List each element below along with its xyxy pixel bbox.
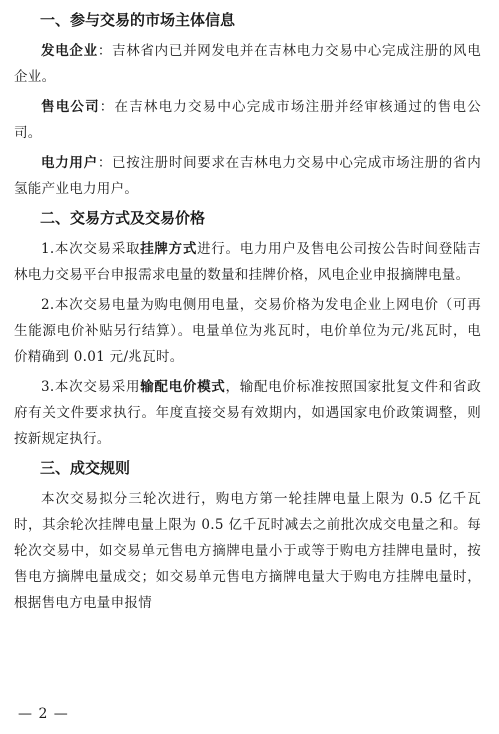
paragraph-2-1 <box>14 236 481 288</box>
paragraph-retailer <box>14 94 481 146</box>
page-number: — 2 — <box>18 706 69 722</box>
term-generator: 发电企业 <box>41 43 98 59</box>
term-retailer: 售电公司 <box>41 99 100 115</box>
term-user: 电力用户 <box>41 155 98 171</box>
text-2-1-post: 进行。电力用户及售电公司按公告时间登陆吉林电力交易平台申报需求电量的数量和挂牌价格，风电企业申报摘牌电量。 <box>14 241 482 283</box>
text-user: ：已按注册时间要求在吉林电力交易中心完成市场注册的省内氢能产业电力用户。 <box>14 155 481 197</box>
text-2-3-pre: 3.本次交易采用 <box>41 379 141 395</box>
section-heading-3: 三、成交规则 <box>40 459 131 477</box>
section-heading-2: 二、交易方式及交易价格 <box>40 209 206 227</box>
paragraph-2-3 <box>14 374 481 452</box>
text-generator: ：吉林省内已并网发电并在吉林电力交易中心完成注册的风电企业。 <box>14 43 481 85</box>
paragraph-user <box>14 150 481 202</box>
text-2-1-pre: 1.本次交易采取 <box>41 241 141 257</box>
paragraph-3-1: 本次交易拟分三轮次进行，购电方第一轮挂牌电量上限为 0.5 亿千瓦时，其余轮次挂牌电量上限为 0.5 亿千瓦时减去之前批次成交电量之和。每轮次交易中，如交易单元售电方摘牌电量小于或等于购电方挂牌电量时，按售电方摘牌电量成交；如交易单元售电方摘牌电量大于购电方挂牌电量时，根据售电方电量申报情 <box>14 491 481 611</box>
paragraph-generator <box>14 38 481 90</box>
text-2-3-post: ，输配电价标准按照国家批复文件和省政府有关文件要求执行。年度直接交易有效期内，如遇国家电价政策调整，则按新规定执行。 <box>14 379 481 447</box>
term-listing-method: 挂牌方式 <box>140 241 198 257</box>
text-retailer: ：在吉林电力交易中心完成市场注册并经审核通过的售电公司。 <box>14 99 481 141</box>
term-transmission-mode: 输配电价模式 <box>140 379 226 395</box>
paragraph-2-2: 2.本次交易电量为购电侧用电量，交易价格为发电企业上网电价（可再生能源电价补贴另行结算）。电量单位为兆瓦时，电价单位为元/兆瓦时，电价精确到 0.01 元/兆瓦时。 <box>14 297 481 365</box>
section-heading-1: 一、参与交易的市场主体信息 <box>40 11 236 29</box>
